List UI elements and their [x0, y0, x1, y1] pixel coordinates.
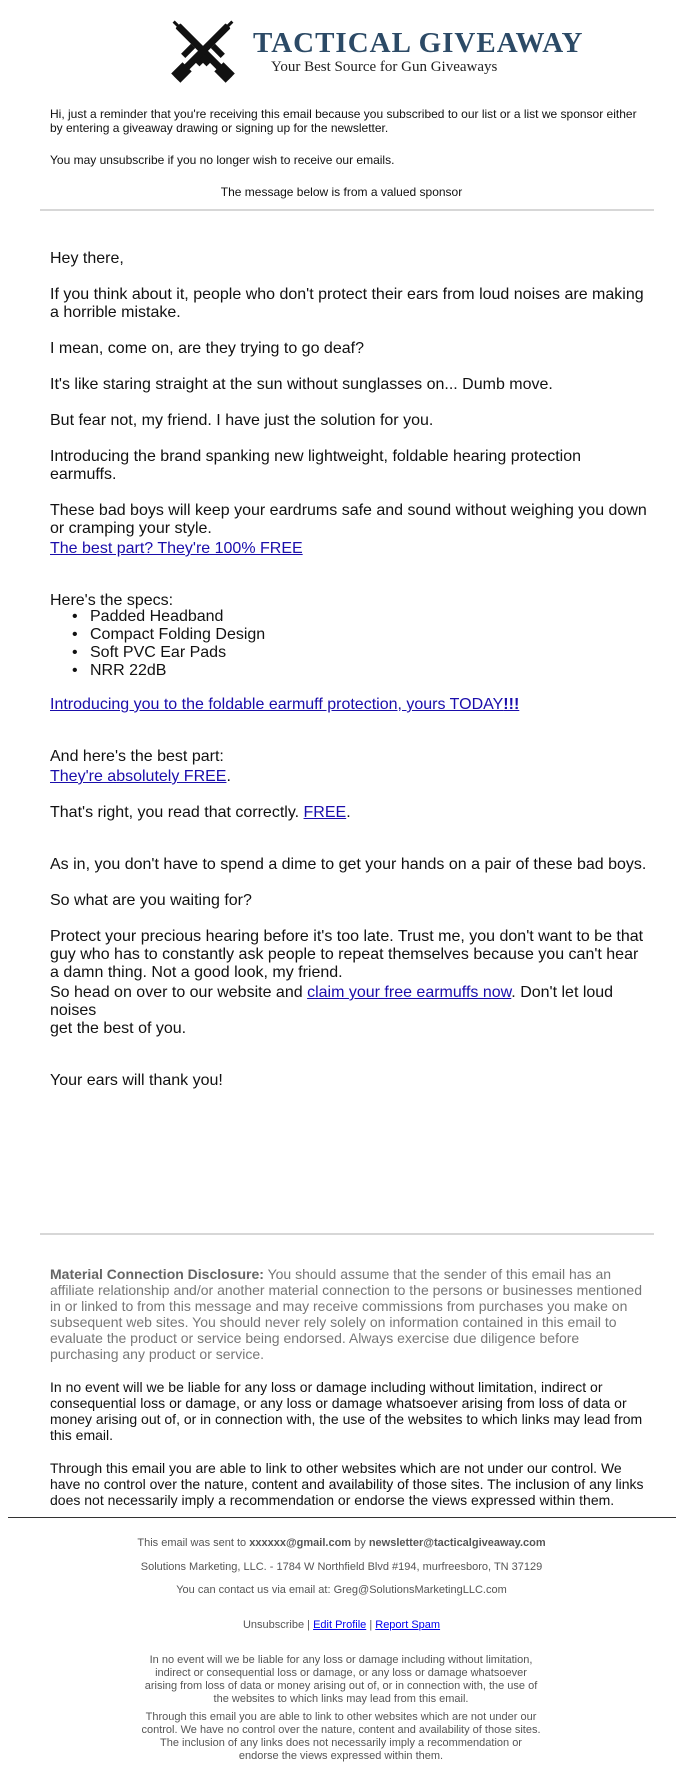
specs-list	[90, 608, 265, 680]
report-spam-link[interactable]: Report Spam	[375, 1619, 441, 1631]
list-item: • Compact Folding Design	[90, 626, 265, 644]
free-link-2[interactable]: FREE	[303, 804, 347, 821]
paragraph: And here's the best part:	[50, 748, 224, 765]
paragraph: I mean, come on, are they trying to go deaf?	[50, 340, 364, 357]
logo-subtitle: Your Best Source for Gun Giveaways	[271, 59, 498, 75]
paragraph: If you think about it, people who don't protect their ears from loud noises are making a horrible mistake.	[50, 286, 644, 321]
head-over-text-2: . Don't let loud noises	[50, 984, 614, 1019]
unsubscribe-note: You may unsubscribe if you no longer wish to receive our emails.	[50, 153, 395, 167]
period: .	[226, 768, 231, 785]
subscription-reminder: Hi, just a reminder that you're receiving this email because you subscribed to our list or a list we sponsor either by entering a giveaway drawing or signing up for the newsletter.	[50, 107, 637, 135]
liability-disclaimer: In no event will we be liable for any loss or damage including without limitation, indirect or consequential loss or damage, or any loss or damage whatsoever arising from loss of data or money arising out of, or in connection with, the use of the websites to which links may lead from this email.	[50, 1379, 643, 1443]
sponsor-note: The message below is from a valued sponsor	[220, 185, 463, 199]
footer-liability: In no event will we be liable for any loss or damage including without limitation, indirect or consequential loss or damage, or any loss or damage whatsoever arising from loss of data or money arising out of, or in connection with, the use of the websites to which links may lead from this email.	[144, 1654, 538, 1705]
footer-links-note: Through this email you are able to link to other websites which are not under our control. We have no control over the nature, content and availability of those sites. The inclusion of any links does not necessarily imply a recommendation or endorse the views expressed within them.	[141, 1711, 541, 1762]
edit-profile-link[interactable]: Edit Profile	[313, 1619, 367, 1631]
footer-links	[0, 1619, 683, 1632]
link-line	[50, 768, 650, 786]
link-line	[50, 696, 650, 714]
head-over-text-3: get the best of you.	[50, 1020, 187, 1037]
divider	[40, 209, 654, 211]
greeting: Hey there,	[50, 250, 124, 267]
separator: |	[366, 1619, 376, 1631]
disclosure-text: You should assume that the sender of this email has an affiliate relationship and/or another material connection to the persons or businesses mentioned in or linked to from this message and may receive commissions from purchases you make on subsequent web sites. You should never rely solely on information contained in this email to evaluate the product or service being endorsed. Always exercise due diligence before purchasing any product or service.	[50, 1266, 642, 1362]
period: .	[346, 804, 351, 821]
separator: |	[304, 1619, 314, 1631]
contact-line: You can contact us via email at: Greg@SolutionsMarketingLLC.com	[176, 1584, 507, 1596]
sent-to-line	[0, 1537, 683, 1550]
sender-address: Solutions Marketing, LLC. - 1784 W Northfield Blvd #194, murfreesboro, TN 37129	[140, 1561, 543, 1573]
head-over-text: So head on over to our website and	[50, 984, 308, 1001]
logo-title: TACTICAL GIVEAWAY	[253, 27, 584, 59]
link-line	[50, 540, 650, 558]
list-item: • Padded Headband	[90, 608, 265, 626]
recipient-email: xxxxxx@gmail.com	[249, 1537, 352, 1549]
paragraph	[50, 984, 650, 1038]
claim-earmuffs-link[interactable]: claim your free earmuffs now	[307, 984, 512, 1001]
unsubscribe-link[interactable]: Unsubscribe	[242, 1619, 305, 1631]
introducing-link-text: Introducing you to the foldable earmuff protection, yours TODAY	[50, 696, 504, 713]
paragraph: But fear not, my friend. I have just the solution for you.	[50, 412, 434, 429]
paragraph: Protect your precious hearing before it's too late. Trust me, you don't want to be that guy who has to constantly ask people to repeat themselves because you can't hear a damn thing. Not a good look, my friend.	[50, 928, 644, 981]
disclosure-label: Material Connection Disclosure:	[50, 1266, 264, 1282]
header-logo	[0, 0, 683, 98]
free-link[interactable]: They're absolutely FREE	[50, 768, 227, 785]
sender-email: newsletter@tacticalgiveaway.com	[368, 1537, 546, 1549]
sent-by-text: by	[351, 1537, 369, 1549]
external-links-note: Through this email you are able to link to other websites which are not under our control. We have no control over the nature, content and availability of those sites. The inclusion of any links does not necessarily imply a recommendation or endorse the views expressed within them.	[50, 1460, 644, 1508]
specs-heading: Here's the specs:	[50, 592, 174, 609]
material-disclosure	[50, 1266, 645, 1362]
read-correctly-text: That's right, you read that correctly.	[50, 804, 304, 821]
list-item: • Soft PVC Ear Pads	[90, 644, 265, 662]
sign-off: Your ears will thank you!	[50, 1072, 223, 1089]
paragraph: It's like staring straight at the sun without sunglasses on... Dumb move.	[50, 376, 553, 393]
paragraph: These bad boys will keep your eardrums safe and sound without weighing you down or cramping your style.	[50, 502, 647, 537]
footer-divider	[8, 1517, 676, 1518]
paragraph: So what are you waiting for?	[50, 892, 252, 909]
paragraph: Introducing the brand spanking new lightweight, foldable hearing protection earmuffs.	[50, 448, 582, 483]
introducing-link[interactable]	[50, 696, 519, 713]
best-part-link[interactable]: The best part? They're 100% FREE	[50, 540, 303, 557]
divider	[40, 1233, 654, 1235]
paragraph	[50, 804, 650, 822]
list-item: • NRR 22dB	[90, 662, 265, 680]
paragraph: As in, you don't have to spend a dime to get your hands on a pair of these bad boys.	[50, 856, 647, 873]
introducing-link-suffix: !!!	[503, 696, 520, 713]
sent-to-text: This email was sent to	[137, 1537, 250, 1549]
crossed-rifles-icon	[158, 10, 248, 96]
